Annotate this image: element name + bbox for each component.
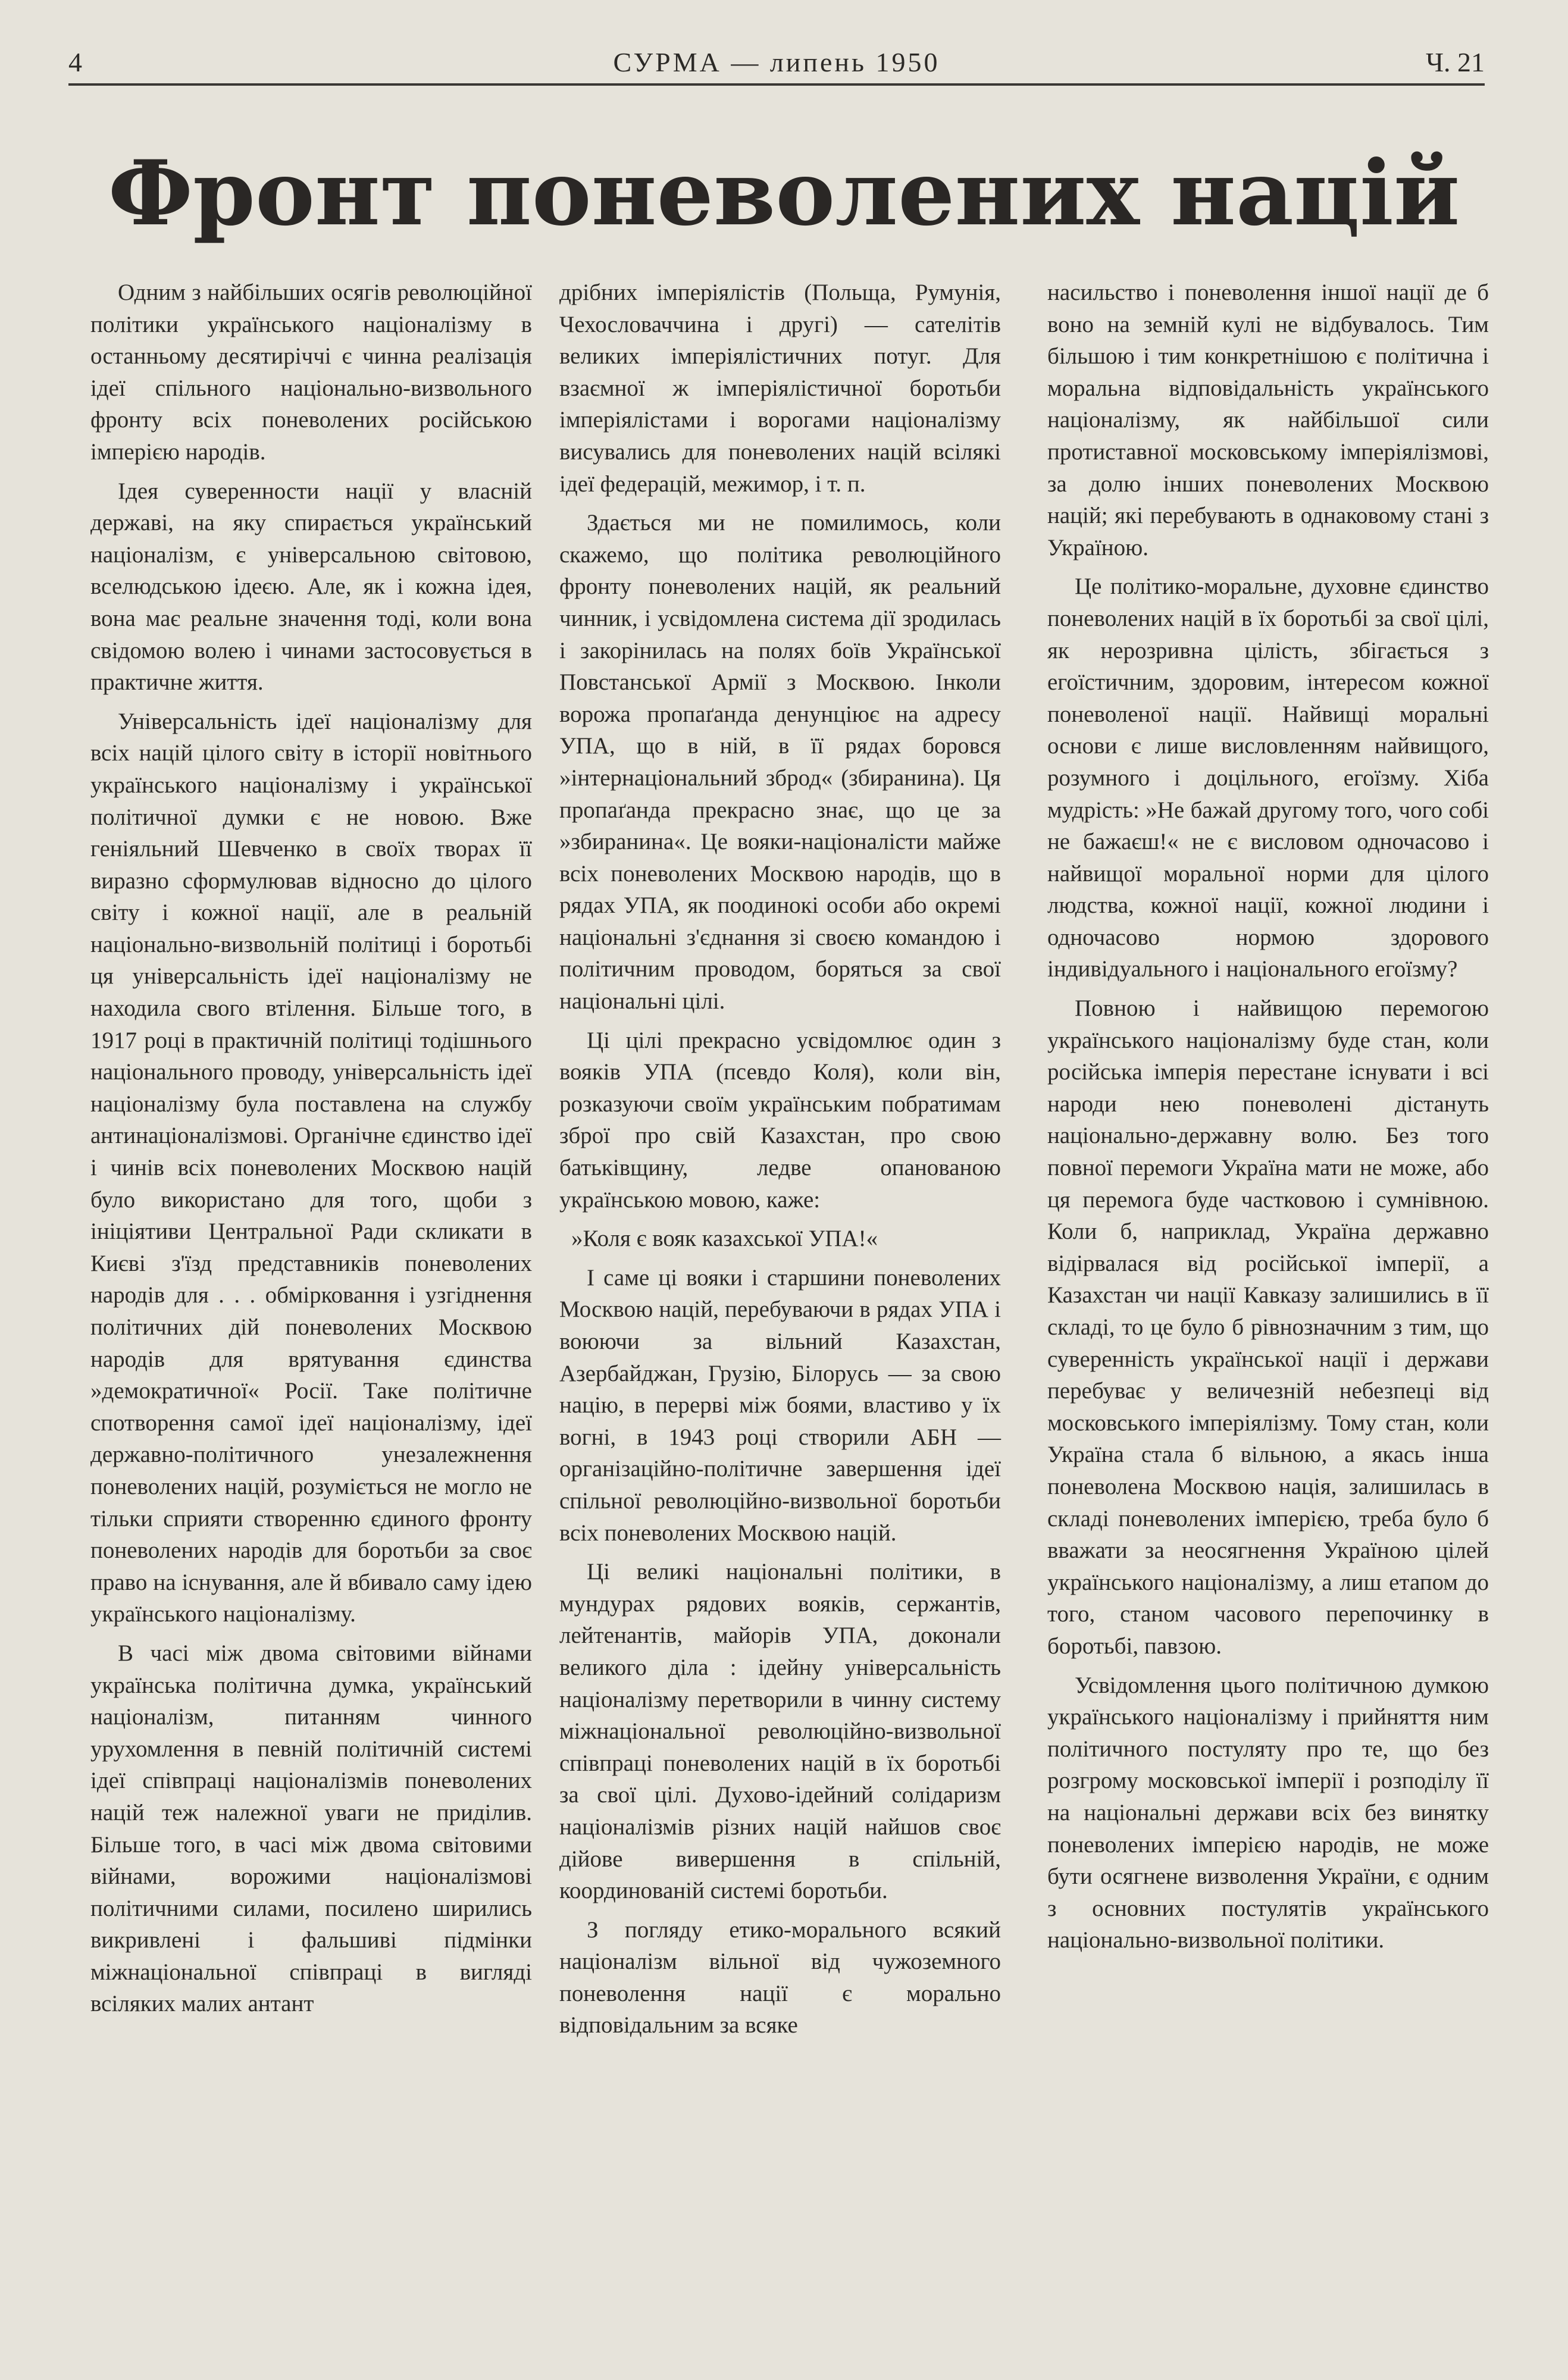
paragraph: Одним з найбільших осягів революційної політики українського націоналізму в останньому десятиріччі є чинна реалізація ідеї спільного національно-визвольного фронту всіх поневолених російською імперією народів. xyxy=(90,280,532,465)
article-column-3 xyxy=(1047,277,1489,1956)
paragraph: Повною і найвищою перемогою українського націоналізму буде стан, коли російська імперія перестане існувати і всі народи нею поневолені дістануть національно-державну волю. Без того повної перемоги Україна мати не може, або ця перемога буде частковою і сумнівною. Коли б, наприклад, Україна державно відірвалася від російської імперії, а Казахстан чи нації Кавказу залишились в її складі, то це було б рівнозначним з тим, що суверенність української нації і держави перебуває у величезній небезпеці від московського імперіялізму. Тому стан, коли Україна стала б вільною, а якась інша поневолена Москвою нація, залишилась в складі поневолених імперією, треба було б вважати за неосягнення Україною цілей українського націоналізму, а лиш етапом до того, станом часового перепочинку в боротьбі, павзою. xyxy=(1047,995,1489,1659)
article-column-1 xyxy=(90,277,532,2020)
paragraph: дрібних імперіялістів (Польща, Румунія, Чехословаччина і другі) — сателітів великих імперіялістичних потуг. Для взаємної ж імперіялістичної боротьби імперіялістами і ворогами націоналізму висувались для поневолених націй всілякі ідеї федерацій, межимор, і т. п. xyxy=(559,280,1001,497)
publication-line: СУРМА — липень 1950 xyxy=(613,47,940,77)
issue-number: Ч. 21 xyxy=(1426,47,1485,77)
paragraph: насильство і поневолення іншої нації де б воно на земній кулі не відбувалось. Тим більшою і тим конкретнішою є політична і моральна відповідальність українського націоналізму, як найбільшої сили протиставної московському імперіялізмові, за долю інших поневолених Москвою націй; які перебувають в однаковому стані з Україною. xyxy=(1047,280,1489,560)
page-header xyxy=(68,36,1485,86)
article-column-2 xyxy=(559,277,1001,2041)
paragraph: Це політико-моральне, духовне єдинство поневолених націй в їх боротьбі за свої цілі, як нерозривна цілість, збігається з егоїстичним, здоровим, інтересом кожної поневоленої нації. Найвищі моральні основи є лише висловленням найвищого, розумного і доцільного, егоїзму. Хіба мудрість: »Не бажай другому того, чого собі не бажаєш!« не є висловом одночасово і найвищої моральної норми для цілого людства, кожної нації, кожної людини і одночасово нормою здорового індивідуального і національного егоїзму? xyxy=(1047,574,1489,982)
paragraph: Здається ми не помилимось, коли скажемо, що політика революційного фронту поневолених націй, як реальний чинник, і усвідомлена система дії зродилась і закорінилась на полях боїв Української Повстанської Армії з Москвою. Інколи ворожа пропаґанда денунціює на адресу УПА, що в ній, в її рядах боровся »інтернаціональний зброд« (збиранина). Ця пропаґанда прекрасно знає, що це за »збиранина«. Це вояки-націоналісти майже всіх поневолених Москвою народів, що в рядах УПА, як поодинокі особи або окремі національні з'єднання зі своєю командою і політичним проводом, боряться за свої національні цілі. xyxy=(559,510,1001,1014)
quote: »Коля є вояк казахської УПА!« xyxy=(571,1226,878,1252)
paragraph: І саме ці вояки і старшини поневолених Москвою націй, перебуваючи в рядах УПА і воюючи за вільний Казахстан, Азербайджан, Грузію, Білорусь — за свою націю, в перерві між боями, властиво у їх вогні, в 1943 році створили АБН — організаційно-політичне завершення ідеї спільної революційно-визвольної боротьби всіх поневолених Москвою націй. xyxy=(559,1264,1001,1546)
paragraph: Ці цілі прекрасно усвідомлює один з вояків УПА (псевдо Коля), коли він, розказуючи своїм українським побратимам зброї про свій Казахстан, про свою батьківщину, ледве опанованою українською мовою, каже: xyxy=(559,1027,1001,1213)
paragraph: З погляду етико-морального всякий націоналізм вільної від чужоземного поневолення нації є морально відповідальним за всяке xyxy=(559,1916,1001,2038)
paragraph: Універсальність ідеї націоналізму для всіх націй цілого світу в історії новітнього українського націоналізму і української політичної думки є не новою. Вже геніяльний Шевченко в своїх творах її виразно сформулював відносно до цілого світу і кожної нації, але в реальній національно-визвольній політиці і боротьбі ця універсальність ідеї націоналізму не находила свого втілення. Більше того, в 1917 році в практичній політиці тодішнього національного проводу, універсальність ідеї націоналізму була поставлена на службу антинаціоналізмові. Органічне єдинство ідеї і чинів всіх поневолених Москвою націй було використано для того, щоби з ініціятиви Центральної Ради скликати в Києві з'їзд представників поневолених народів для . . . обмірковання і узгіднення політичних дій поневолених Москвою народів для врятування єдинства »демократичної« Росії. Таке політичне спотворення самої ідеї націоналізму, ідеї державно-політичного унезалежнення поневолених націй, розуміється не могло не тільки сприяти створенню єдиного фронту поневолених народів для боротьби за своє право на існування, але й вбивало саму ідею українського націоналізму. xyxy=(90,708,532,1627)
article-title: Фронт поневолених націй xyxy=(108,141,1460,246)
paragraph: Ідея суверенности нації у власній державі, на яку спирається український націоналізм, є універсальною світовою, вселюдською ідеєю. Але, як і кожна ідея, вона має реальне значення тоді, коли вона свідомою волею і чинами застосовується в практичне життя. xyxy=(90,478,532,696)
page-number: 4 xyxy=(68,47,82,77)
paragraph: Ці великі національні політики, в мундурах рядових вояків, сержантів, лейтенантів, майорів УПА, доконали великого діла : ідейну універсальність націоналізму перетворили в чинну систему міжнаціональної революційно-визвольної співпраці поневолених націй в їх боротьбі за свої цілі. Духово-ідейний солідаризм націоналізмів різних націй найшов своє дійове вивершення в спільній, координованій системі боротьби. xyxy=(559,1559,1001,1904)
paragraph: В часі між двома світовими війнами українська політична думка, український націоналізм, питанням чинного урухомлення в певній політичній системі ідеї співпраці націоналізмів поневолених націй теж належної уваги не приділив. Більше того, в часі між двома світовими війнами, ворожими націоналізмові політичними силами, посилено ширились викривлені і фальшиві підмінки міжнаціональної співпраці в вигляді всіляких малих антант xyxy=(90,1640,532,2017)
paragraph: Усвідомлення цього політичною думкою українського націоналізму і прийняття ним політичного постуляту про те, що без розгрому московської імперії і розподілу її на національні держави всіх без винятку поневолених імперією народів, не може бути осягнене визволення України, є одним з основних постулятів українського національно-визвольної політики. xyxy=(1047,1672,1489,1953)
